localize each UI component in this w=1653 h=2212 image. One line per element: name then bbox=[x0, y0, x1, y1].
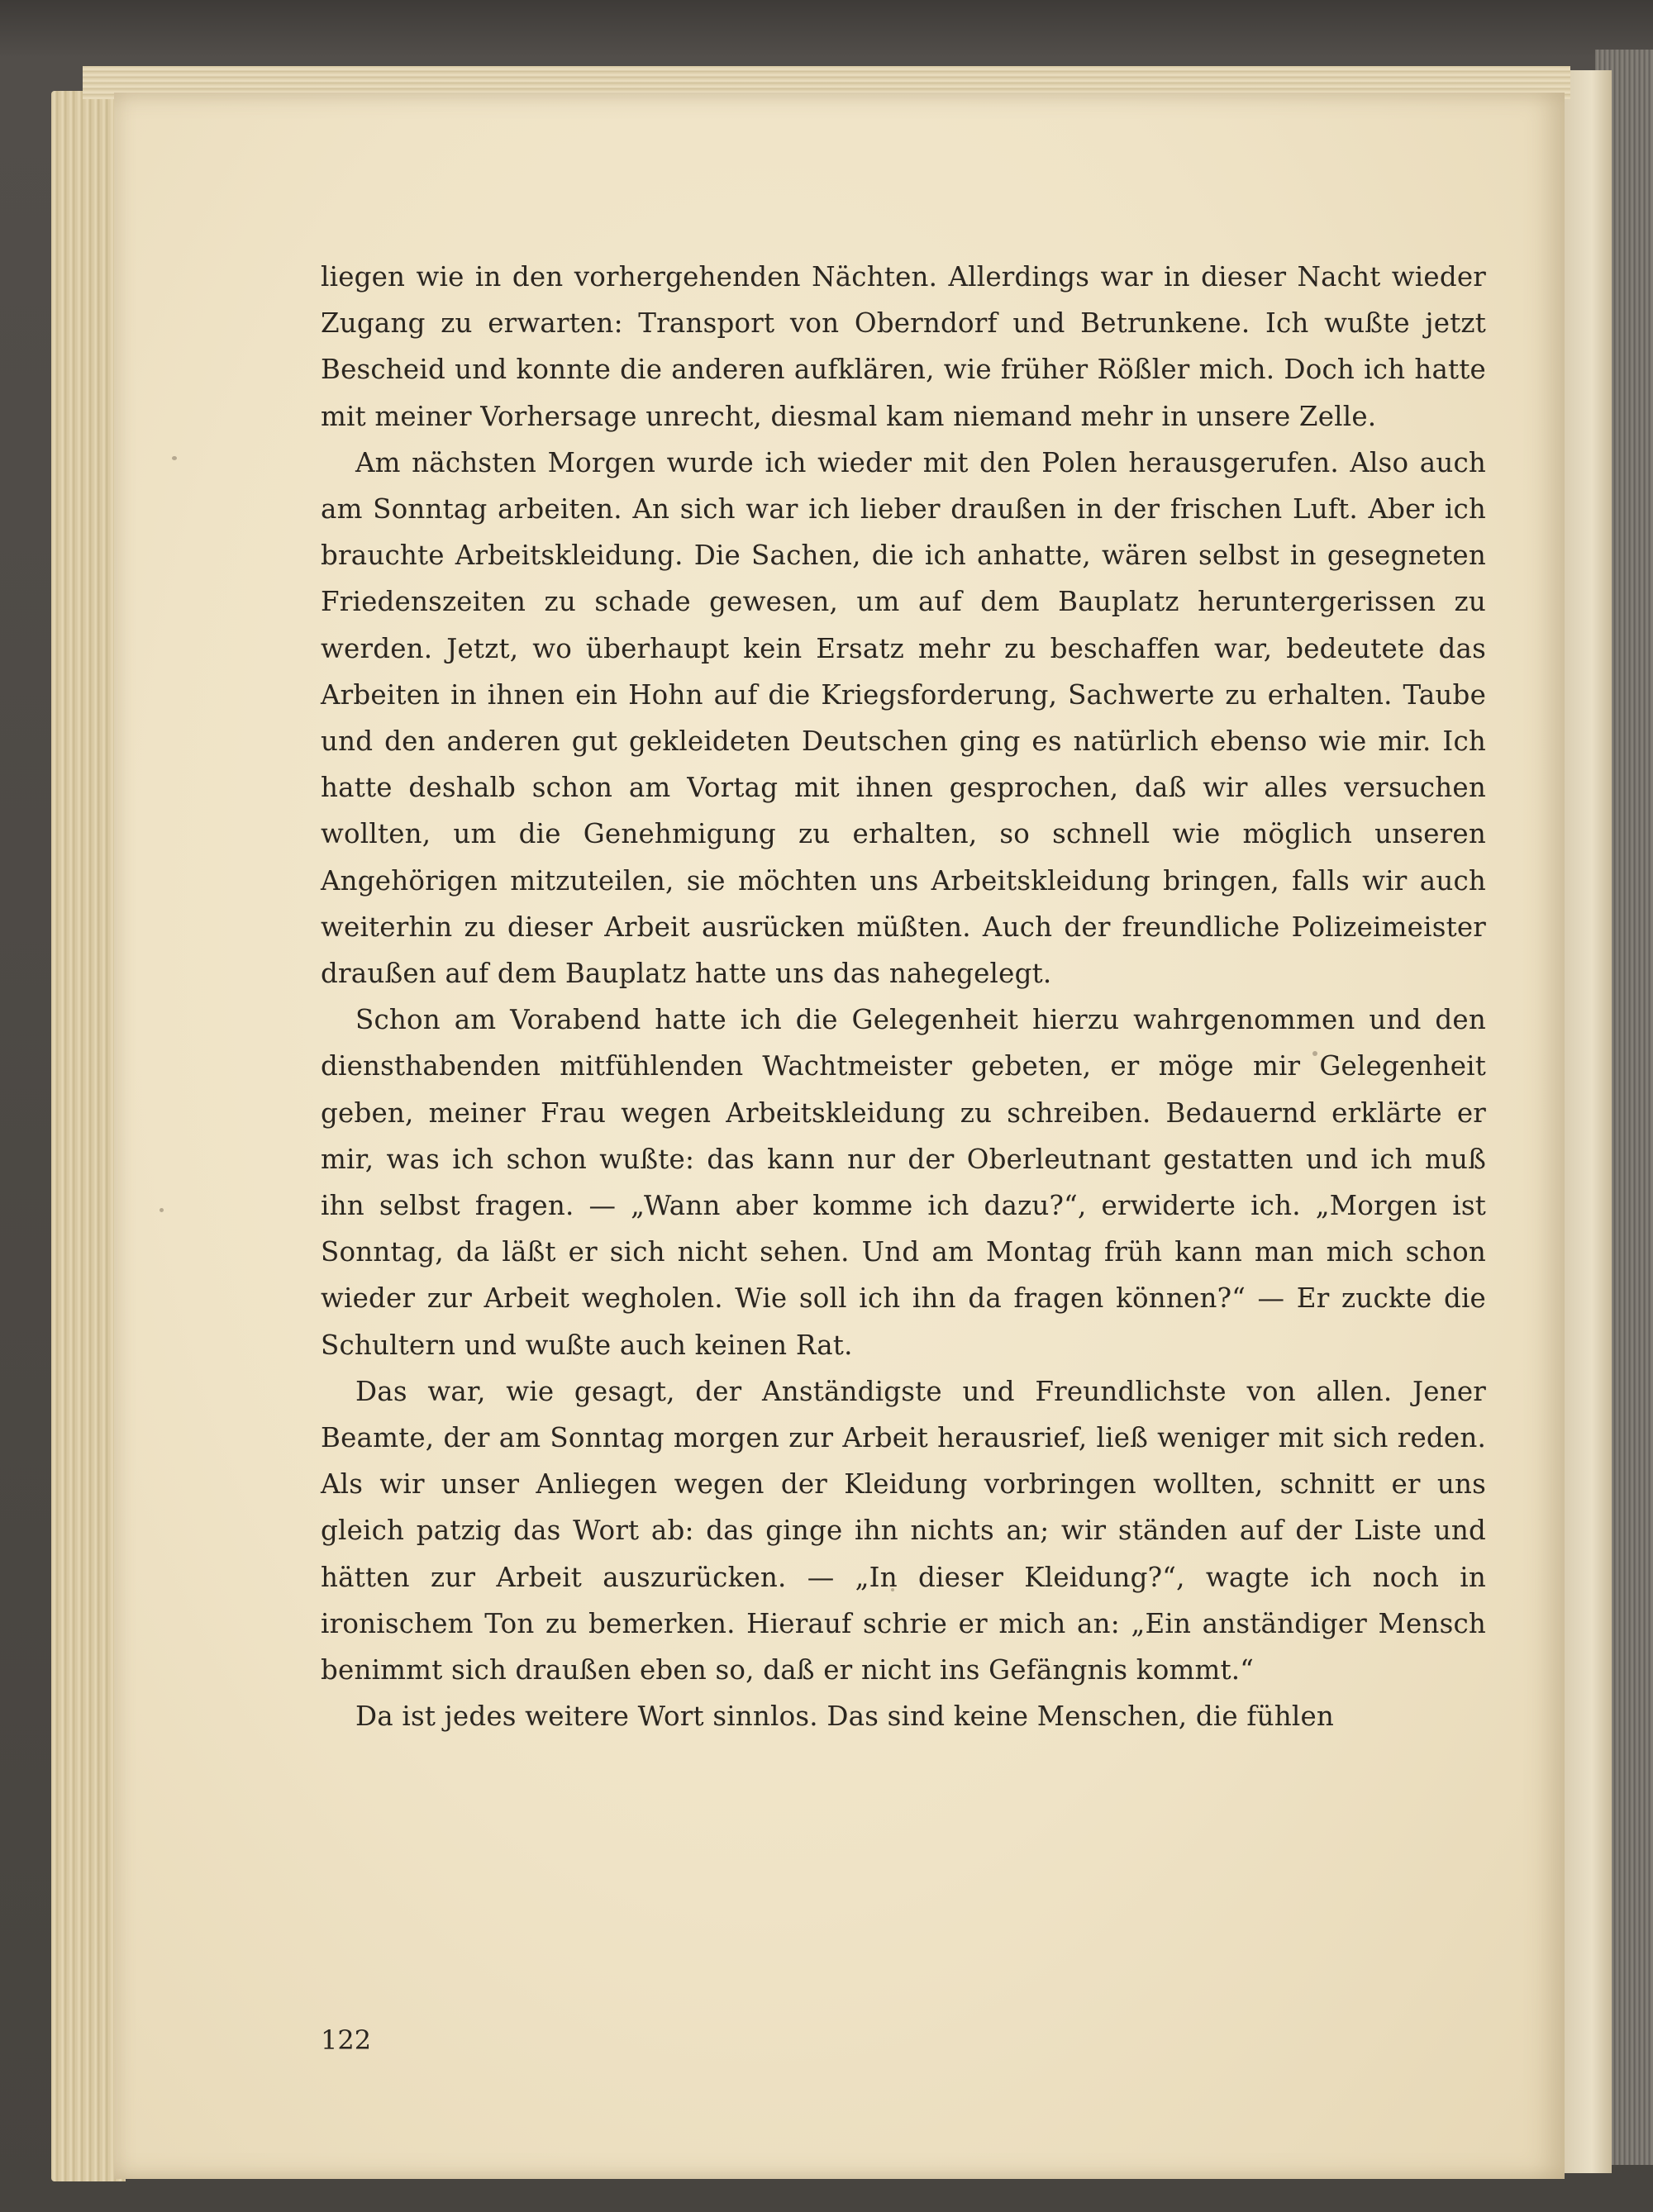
paragraph-1: liegen wie in den vorhergehenden Nächten. Allerdings war in dieser Nacht wieder Zugang zu erwarten: Transport von Oberndorf und Betrunkene. Ich wußte jetzt Bescheid und konnte die anderen aufklären, wie früher Rößler mich. Doch ich hatte mit meiner Vorhersage unrecht, diesmal kam niemand mehr in unsere Zelle. bbox=[321, 261, 1486, 432]
paragraph-4: Das war, wie gesagt, der Anständigste und Freundlichste von allen. Jener Beamte, der am Sonntag morgen zur Arbeit herausrief, ließ weniger mit sich reden. Als wir unser Anliegen wegen der Kleidung vorbringen wollten, schnitt er uns gleich patzig das Wort ab: das ginge ihn nichts an; wir ständen auf der Liste und hätten zur Arbeit auszurücken. — „In dieser Kleidung?“, wagte ich noch in ironischem Ton zu bemerken. Hierauf schrie er mich an: „Ein anständiger Mensch benimmt sich draußen eben so, daß er nicht ins Gefängnis kommt.“ bbox=[321, 1375, 1486, 1686]
page-number: 122 bbox=[321, 2024, 372, 2056]
paragraph-2: Am nächsten Morgen wurde ich wieder mit den Polen herausgerufen. Also auch am Sonntag arbeiten. An sich war ich lieber draußen in der frischen Luft. Aber ich brauchte Arbeitskleidung. Die Sachen, die ich anhatte, wären selbst in gesegneten Friedenszeiten zu schade gewesen, um auf dem Bauplatz heruntergerissen zu werden. Jetzt, wo überhaupt kein Ersatz mehr zu beschaffen war, bedeutete das Arbeiten in ihnen ein Hohn auf die Kriegsforderung, Sachwerte zu erhalten. Taube und den anderen gut gekleideten Deutschen ging es natürlich ebenso wie mir. Ich hatte deshalb schon am Vortag mit ihnen gesprochen, daß wir alles versuchen wollten, um die Genehmigung zu erhalten, so schnell wie möglich unseren Angehörigen mitzuteilen, sie möchten uns Arbeitskleidung bringen, falls wir auch weiterhin zu dieser Arbeit ausrücken müßten. Auch der freundliche Polizeimeister draußen auf dem Bauplatz hatte uns das nahegelegt. bbox=[321, 446, 1486, 990]
paragraph-5: Da ist jedes weitere Wort sinnlos. Das sind keine Menschen, die fühlen bbox=[355, 1701, 1335, 1733]
paragraph-3: Schon am Vorabend hatte ich die Gelegenheit hierzu wahrgenommen und den diensthabenden mitfühlenden Wachtmeister gebeten, er möge mir Gelegenheit geben, meiner Frau wegen Arbeitskleidung zu schreiben. Bedauernd erklärte er mir, was ich schon wußte: das kann nur der Oberleutnant gestatten und ich muß ihn selbst fragen. — „Wann aber komme ich dazu?“, erwiderte ich. „Morgen ist Sonntag, da läßt er sich nicht sehen. Und am Montag früh kann man mich schon wieder zur Arbeit wegholen. Wie soll ich ihn da fragen können?“ — Er zuckte die Schultern und wußte auch keinen Rat. bbox=[321, 1004, 1486, 1361]
body-text bbox=[321, 254, 1486, 1740]
facing-page-edge bbox=[1562, 70, 1612, 2173]
book-page bbox=[114, 93, 1565, 2179]
